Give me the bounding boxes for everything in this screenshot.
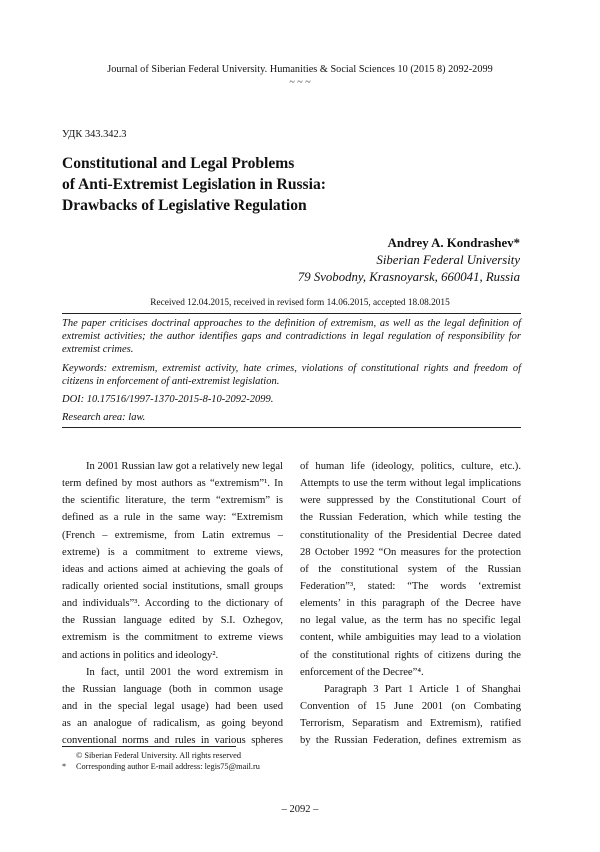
abstract-summary: The paper criticises doctrinal approaches to the definition of extremism, as well as the legal definition of extremist activities; the author identifies gaps and contradictions in legal regulation of responsibility for extremist crimes.: [62, 318, 521, 356]
body-line: elements’ in this paragraph of the Decree have: [300, 598, 521, 610]
body-line: the Russian language edited by S.I. Ozhegov,: [62, 615, 283, 627]
body-line: the scientific literature, the term “extremism” is: [62, 495, 283, 507]
abstract-top-rule: [62, 313, 521, 314]
title-line-2: of Anti-Extremist Legislation in Russia:: [62, 176, 326, 193]
footnote-mark: *: [62, 762, 67, 771]
author-affiliation: Siberian Federal University: [376, 253, 520, 267]
author-block: [298, 235, 520, 286]
author-address: 79 Svobodny, Krasnoyarsk, 660041, Russia: [297, 270, 520, 284]
author-name: Andrey A. Kondrashev*: [387, 236, 520, 250]
body-line: of the constitutional rights of citizens during the: [300, 649, 521, 661]
footnote-author: [62, 761, 260, 772]
body-line: extreme) is a commitment to extreme views,: [62, 546, 283, 558]
body-line: Convention of 15 June 2001 (on Combating: [300, 700, 521, 712]
body-line: and in the special legal usage) had been used: [62, 700, 283, 712]
abstract-bottom-rule: [62, 427, 521, 428]
body-line: extremism is the commitment to extreme views: [62, 632, 283, 644]
body-line: ideas and actions aimed at achieving the goals of: [62, 563, 283, 575]
title-line-1: Constitutional and Legal Problems: [62, 155, 295, 172]
udk-code: УДК 343.342.3: [62, 129, 127, 140]
title-line-3: Drawbacks of Legislative Regulation: [62, 197, 307, 214]
body-line: enforcement of the Decree”⁴.: [300, 666, 424, 678]
abstract-doi: DOI: 10.17516/1997-1370-2015-8-10-2092-2099.: [62, 394, 274, 406]
body-line: conventional norms and rules in various spheres: [62, 735, 283, 747]
body-line: term defined by most authors as “extremism”¹. In: [62, 478, 283, 490]
body-line: and actions in politics and ideology².: [62, 649, 219, 661]
left-column: [62, 458, 283, 749]
footnote-rule: [62, 746, 236, 747]
body-line: Federation”³, stated: “The words ‘extremist: [300, 580, 521, 592]
body-line: as an analogue of radicalism, as going beyond: [62, 718, 283, 730]
abstract-research-area: Research area: law.: [62, 412, 146, 424]
body-line: and individuals”³. According to the dictionary of: [62, 598, 283, 610]
body-line: (French – extremisme, from Latin extremus –: [62, 529, 283, 541]
body-line: In 2001 Russian law got a relatively new legal: [86, 461, 283, 472]
footnote-copyright: [62, 750, 260, 761]
body-line: the Russian language (both in common usage: [62, 683, 283, 695]
body-line: defined as a rule in the same way: “Extremism: [62, 512, 283, 524]
body-line: by the Russian Federation, defines extremism as: [300, 735, 521, 747]
journal-header: Journal of Siberian Federal University. Humanities & Social Sciences 10 (2015 8) 2092-2099: [107, 64, 493, 75]
header-ornament: ~ ~ ~: [289, 77, 311, 88]
abstract: [62, 317, 521, 429]
footnote-text: © Siberian Federal University. All rights reserved: [76, 751, 241, 760]
page-number: – 2092 –: [281, 804, 319, 815]
body-line: Attempts to use the term without legal implications: [300, 478, 521, 490]
body-line: 28 October 1992 “On measures for the protection: [300, 546, 521, 558]
body-line: no legal value, as the term has no specific legal: [300, 615, 521, 627]
body-line: the Russian Federation, which while testing the: [300, 512, 521, 524]
body-line: constitutionality of the Presidential Decree dated: [300, 529, 521, 541]
body-line: In fact, until 2001 the word extremism in: [86, 666, 283, 678]
body-line: of human life (ideology, politics, culture, etc.).: [300, 461, 521, 472]
body-line: radically oriented social institutions, small groups: [62, 580, 283, 592]
footnote-mark: [62, 750, 76, 761]
body-line: Paragraph 3 Part 1 Article 1 of Shanghai: [324, 683, 521, 695]
body-line: Terrorism, Separatism and Extremism), ratified: [300, 718, 521, 730]
abstract-keywords: Keywords: extremism, extremist activity, hate crimes, violations of constitutional rights and freedom of citizens in enforcement of anti-extremist legislation.: [62, 362, 521, 387]
body-line: content, while ambiguities may lead to a violation: [300, 632, 521, 644]
right-column: [300, 458, 521, 749]
footnote-text: Corresponding author E-mail address: legis75@mail.ru: [76, 762, 260, 771]
body-line: of the constitutional system of the Russian: [300, 563, 521, 575]
body-line: were suppressed by the Constitutional Court of: [300, 495, 521, 507]
article-title: [62, 153, 532, 216]
received-dates: Received 12.04.2015, received in revised form 14.06.2015, accepted 18.08.2015: [150, 298, 450, 308]
footnotes: [62, 750, 260, 772]
